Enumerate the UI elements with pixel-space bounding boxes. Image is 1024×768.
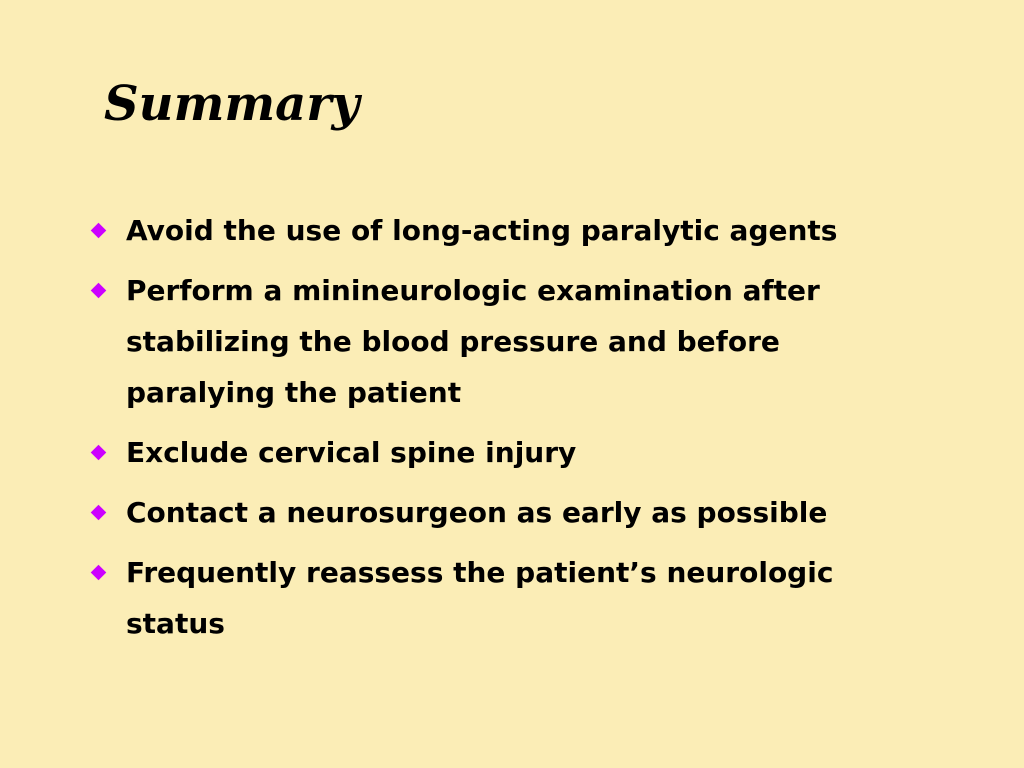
list-item (88, 427, 908, 478)
diamond-bullet-icon (91, 565, 107, 581)
bullet-text: Perform a minineurologic examination after stabilizing the blood pressure and before paralying the patient (126, 274, 820, 409)
bullet-text: Avoid the use of long-acting paralytic agents (126, 214, 838, 247)
list-item (88, 547, 908, 649)
diamond-bullet-icon (91, 283, 107, 299)
bullet-text: Exclude cervical spine injury (126, 436, 577, 469)
slide-title: Summary (104, 76, 360, 132)
diamond-bullet-icon (91, 505, 107, 521)
diamond-bullet-icon (91, 445, 107, 461)
bullet-text: Frequently reassess the patient’s neurologic status (126, 556, 834, 640)
diamond-bullet-icon (91, 223, 107, 239)
list-item (88, 487, 908, 538)
bullet-list (88, 205, 908, 658)
bullet-text: Contact a neurosurgeon as early as possible (126, 496, 828, 529)
list-item (88, 265, 908, 418)
list-item (88, 205, 908, 256)
